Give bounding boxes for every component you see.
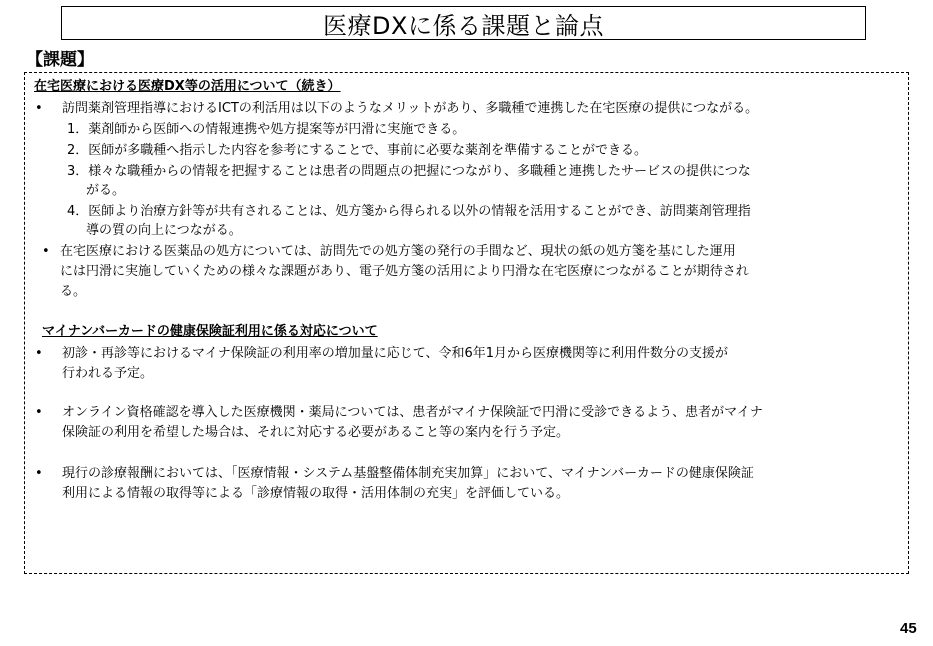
bullet-marker: •	[42, 244, 50, 259]
s1-list-item-4-line2: 導の質の向上につながる。	[86, 223, 242, 238]
s1-bullet2-line3: る。	[60, 284, 87, 299]
s1-bullet2-line1: 在宅医療における医薬品の処方については、訪問先での処方箋の発行の手間など、現状の紙の処方箋を基にした運用	[60, 244, 736, 259]
s1-list-item-2: 2．医師が多職種へ指示した内容を参考にすることで、事前に必要な薬剤を準備することができる。	[67, 143, 648, 158]
bullet-marker: •	[35, 101, 43, 116]
s2-bullet1-line1: 初診・再診等におけるマイナ保険証の利用率の増加量に応じて、令和6年1月から医療機関等に利用件数分の支援が	[62, 346, 729, 361]
s2-bullet3-line1: 現行の診療報酬においては、「医療情報・システム基盤整備体制充実加算」において、マイナンバーカードの健康保険証	[62, 466, 754, 481]
s1-list-item-3-line2: がる。	[86, 183, 126, 198]
s2-bullet3-line2: 利用による情報の取得等による「診療情報の取得・活用体制の充実」を評価している。	[62, 486, 570, 501]
section-heading-home-medical-dx: 在宅医療における医療DX等の活用について（続き）	[34, 79, 341, 94]
slide-title: 医療DXに係る課題と論点	[323, 11, 604, 40]
s2-bullet2-line1: オンライン資格確認を導入した医療機関・薬局については、患者がマイナ保険証で円滑に受診できるよう、患者がマイナ	[62, 405, 763, 420]
s1-list-item-4-line1: 4．医師より治療方針等が共有されることは、処方箋から得られる以外の情報を活用することができ、訪問薬剤管理指	[67, 204, 751, 219]
s1-list-item-3-line1: 3．様々な職種からの情報を把握することは患者の問題点の把握につながり、多職種と連携したサービスの提供につな	[67, 164, 751, 179]
s2-bullet2-line2: 保険証の利用を希望した場合は、それに対応する必要があること等の案内を行う予定。	[62, 425, 570, 440]
s1-bullet1-text: 訪問薬剤管理指導におけるICTの利活用は以下のようなメリットがあり、多職種で連携した在宅医療の提供につながる。	[62, 101, 759, 116]
bullet-marker: •	[35, 466, 43, 481]
s2-bullet1-line2: 行われる予定。	[62, 366, 154, 381]
slide-title-box	[61, 6, 866, 40]
section-heading-my-number-card: マイナンバーカードの健康保険証利用に係る対応について	[42, 324, 378, 339]
issues-label: 【課題】	[26, 50, 94, 70]
bullet-marker: •	[35, 405, 43, 420]
page-number: 45	[900, 620, 917, 637]
s1-bullet2-line2: には円滑に実施していくための様々な課題があり、電子処方箋の活用により円滑な在宅医療につながることが期待され	[60, 264, 749, 279]
bullet-marker: •	[35, 346, 43, 361]
s1-list-item-1: 1．薬剤師から医師への情報連携や処方提案等が円滑に実施できる。	[67, 122, 466, 137]
